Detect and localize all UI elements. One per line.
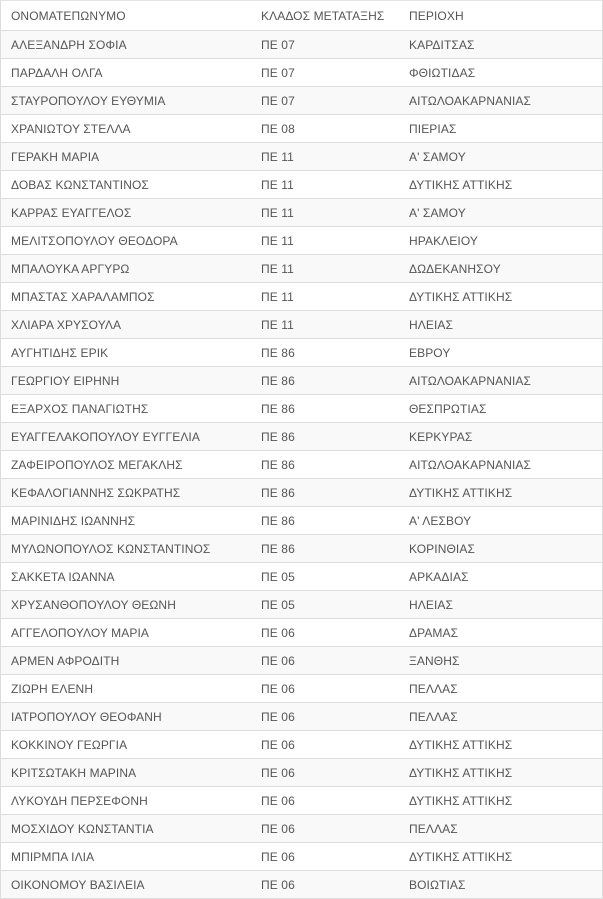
region-cell: ΠΙΕΡΙΑΣ (399, 115, 602, 143)
table-row (1, 563, 602, 591)
region-cell: ΔΥΤΙΚΗΣ ΑΤΤΙΚΗΣ (399, 731, 602, 759)
name-cell: ΟΙΚΟΝΟΜΟΥ ΒΑΣΙΛΕΙΑ (1, 871, 251, 899)
table-row (1, 227, 602, 255)
name-cell: ΖΙΩΡΗ ΕΛΕΝΗ (1, 675, 251, 703)
table-row (1, 843, 602, 871)
table-row (1, 311, 602, 339)
table-row (1, 451, 602, 479)
name-cell: ΣΑΚΚΕΤΑ ΙΩΑΝΝΑ (1, 563, 251, 591)
name-cell: ΚΡΙΤΣΩΤΑΚΗ ΜΑΡΙΝΑ (1, 759, 251, 787)
region-cell: ΔΥΤΙΚΗΣ ΑΤΤΙΚΗΣ (399, 479, 602, 507)
region-cell: ΚΟΡΙΝΘΙΑΣ (399, 535, 602, 563)
region-cell: ΒΟΙΩΤΙΑΣ (399, 871, 602, 899)
name-cell: ΜΟΣΧΙΔΟΥ ΚΩΝΣΤΑΝΤΙΑ (1, 815, 251, 843)
branch-cell: ΠΕ 86 (251, 507, 399, 535)
region-cell: ΔΩΔΕΚΑΝΗΣΟΥ (399, 255, 602, 283)
branch-cell: ΠΕ 06 (251, 647, 399, 675)
name-cell: ΙΑΤΡΟΠΟΥΛΟΥ ΘΕΟΦΑΝΗ (1, 703, 251, 731)
table-header-row (1, 1, 602, 31)
branch-cell: ΠΕ 06 (251, 675, 399, 703)
name-cell: ΜΥΛΩΝΟΠΟΥΛΟΣ ΚΩΝΣΤΑΝΤΙΝΟΣ (1, 535, 251, 563)
name-cell: ΑΛΕΞΑΝΔΡΗ ΣΟΦΙΑ (1, 31, 251, 59)
branch-cell: ΠΕ 06 (251, 703, 399, 731)
transfer-table-body (1, 1, 602, 899)
table-row (1, 815, 602, 843)
branch-cell: ΠΕ 08 (251, 115, 399, 143)
region-cell: Α' ΣΑΜΟΥ (399, 143, 602, 171)
table-row (1, 675, 602, 703)
region-cell: ΞΑΝΘΗΣ (399, 647, 602, 675)
branch-cell: ΠΕ 11 (251, 171, 399, 199)
region-cell: ΑΙΤΩΛΟΑΚΑΡΝΑΝΙΑΣ (399, 451, 602, 479)
table-row (1, 395, 602, 423)
branch-cell: ΠΕ 05 (251, 563, 399, 591)
branch-cell: ΠΕ 06 (251, 843, 399, 871)
branch-cell: ΠΕ 06 (251, 815, 399, 843)
name-cell: ΚΕΦΑΛΟΓΙΑΝΝΗΣ ΣΩΚΡΑΤΗΣ (1, 479, 251, 507)
branch-cell: ΠΕ 86 (251, 535, 399, 563)
region-cell: ΘΕΣΠΡΩΤΙΑΣ (399, 395, 602, 423)
name-cell: ΕΞΑΡΧΟΣ ΠΑΝΑΓΙΩΤΗΣ (1, 395, 251, 423)
name-cell: ΓΕΡΑΚΗ ΜΑΡΙΑ (1, 143, 251, 171)
branch-cell: ΠΕ 11 (251, 255, 399, 283)
table-row (1, 787, 602, 815)
region-cell: ΚΑΡΔΙΤΣΑΣ (399, 31, 602, 59)
branch-cell: ΠΕ 11 (251, 283, 399, 311)
name-cell: ΜΠΑΣΤΑΣ ΧΑΡΑΛΑΜΠΟΣ (1, 283, 251, 311)
name-cell: ΑΡΜΕΝ ΑΦΡΟΔΙΤΗ (1, 647, 251, 675)
region-cell: ΗΛΕΙΑΣ (399, 311, 602, 339)
name-cell: ΜΑΡΙΝΙΔΗΣ ΙΩΑΝΝΗΣ (1, 507, 251, 535)
branch-cell: ΠΕ 86 (251, 451, 399, 479)
region-cell: ΔΥΤΙΚΗΣ ΑΤΤΙΚΗΣ (399, 787, 602, 815)
region-cell: ΑΙΤΩΛΟΑΚΑΡΝΑΝΙΑΣ (399, 87, 602, 115)
name-cell: ΣΤΑΥΡΟΠΟΥΛΟΥ ΕΥΘΥΜΙΑ (1, 87, 251, 115)
name-cell: ΧΛΙΑΡΑ ΧΡΥΣΟΥΛΑ (1, 311, 251, 339)
name-cell: ΖΑΦΕΙΡΟΠΟΥΛΟΣ ΜΕΓΑΚΛΗΣ (1, 451, 251, 479)
name-cell: ΜΠΙΡΜΠΑ ΙΛΙΑ (1, 843, 251, 871)
header-region: ΠΕΡΙΟΧΗ (399, 1, 602, 31)
table-row (1, 283, 602, 311)
region-cell: ΚΕΡΚΥΡΑΣ (399, 423, 602, 451)
name-cell: ΚΟΚΚΙΝΟΥ ΓΕΩΡΓΙΑ (1, 731, 251, 759)
table-row (1, 703, 602, 731)
name-cell: ΚΑΡΡΑΣ ΕΥΑΓΓΕΛΟΣ (1, 199, 251, 227)
name-cell: ΜΠΑΛΟΥΚΑ ΑΡΓΥΡΩ (1, 255, 251, 283)
branch-cell: ΠΕ 11 (251, 311, 399, 339)
branch-cell: ΠΕ 06 (251, 619, 399, 647)
region-cell: ΠΕΛΛΑΣ (399, 675, 602, 703)
region-cell: ΔΥΤΙΚΗΣ ΑΤΤΙΚΗΣ (399, 759, 602, 787)
region-cell: ΕΒΡΟΥ (399, 339, 602, 367)
table-row (1, 871, 602, 899)
table-row (1, 255, 602, 283)
region-cell: ΗΛΕΙΑΣ (399, 591, 602, 619)
table-row (1, 423, 602, 451)
branch-cell: ΠΕ 07 (251, 87, 399, 115)
branch-cell: ΠΕ 06 (251, 759, 399, 787)
branch-cell: ΠΕ 06 (251, 787, 399, 815)
region-cell: ΔΥΤΙΚΗΣ ΑΤΤΙΚΗΣ (399, 283, 602, 311)
name-cell: ΛΥΚΟΥΔΗ ΠΕΡΣΕΦΟΝΗ (1, 787, 251, 815)
table-row (1, 479, 602, 507)
branch-cell: ΠΕ 86 (251, 479, 399, 507)
table-row (1, 507, 602, 535)
name-cell: ΠΑΡΔΑΛΗ ΟΛΓΑ (1, 59, 251, 87)
region-cell: ΑΙΤΩΛΟΑΚΑΡΝΑΝΙΑΣ (399, 367, 602, 395)
region-cell: ΗΡΑΚΛΕΙΟΥ (399, 227, 602, 255)
region-cell: ΠΕΛΛΑΣ (399, 703, 602, 731)
branch-cell: ΠΕ 11 (251, 227, 399, 255)
name-cell: ΓΕΩΡΓΙΟΥ ΕΙΡΗΝΗ (1, 367, 251, 395)
table-row (1, 199, 602, 227)
table-row (1, 367, 602, 395)
table-row (1, 619, 602, 647)
table-row (1, 647, 602, 675)
branch-cell: ΠΕ 05 (251, 591, 399, 619)
branch-cell: ΠΕ 86 (251, 367, 399, 395)
name-cell: ΜΕΛΙΤΣΟΠΟΥΛΟΥ ΘΕΟΔΟΡΑ (1, 227, 251, 255)
name-cell: ΧΡΥΣΑΝΘΟΠΟΥΛΟΥ ΘΕΩΝΗ (1, 591, 251, 619)
name-cell: ΕΥΑΓΓΕΛΑΚΟΠΟΥΛΟΥ ΕΥΓΓΕΛΙΑ (1, 423, 251, 451)
table-row (1, 115, 602, 143)
table-row (1, 731, 602, 759)
region-cell: ΔΥΤΙΚΗΣ ΑΤΤΙΚΗΣ (399, 843, 602, 871)
branch-cell: ΠΕ 86 (251, 395, 399, 423)
branch-cell: ΠΕ 11 (251, 199, 399, 227)
table-row (1, 591, 602, 619)
region-cell: ΠΕΛΛΑΣ (399, 815, 602, 843)
region-cell: Α' ΣΑΜΟΥ (399, 199, 602, 227)
table-row (1, 339, 602, 367)
region-cell: ΔΡΑΜΑΣ (399, 619, 602, 647)
region-cell: Α' ΛΕΣΒΟΥ (399, 507, 602, 535)
table-row (1, 143, 602, 171)
table-row (1, 535, 602, 563)
region-cell: ΔΥΤΙΚΗΣ ΑΤΤΙΚΗΣ (399, 171, 602, 199)
header-name: ΟΝΟΜΑΤΕΠΩΝΥΜΟ (1, 1, 251, 31)
branch-cell: ΠΕ 06 (251, 871, 399, 899)
name-cell: ΔΟΒΑΣ ΚΩΝΣΤΑΝΤΙΝΟΣ (1, 171, 251, 199)
name-cell: ΑΥΓΗΤΙΔΗΣ ΕΡΙΚ (1, 339, 251, 367)
transfer-table (1, 0, 602, 899)
table-row (1, 59, 602, 87)
branch-cell: ΠΕ 86 (251, 423, 399, 451)
branch-cell: ΠΕ 07 (251, 31, 399, 59)
name-cell: ΧΡΑΝΙΩΤΟΥ ΣΤΕΛΛΑ (1, 115, 251, 143)
branch-cell: ΠΕ 86 (251, 339, 399, 367)
table-row (1, 171, 602, 199)
region-cell: ΑΡΚΑΔΙΑΣ (399, 563, 602, 591)
name-cell: ΑΓΓΕΛΟΠΟΥΛΟΥ ΜΑΡΙΑ (1, 619, 251, 647)
table-row (1, 31, 602, 59)
table-row (1, 759, 602, 787)
branch-cell: ΠΕ 11 (251, 143, 399, 171)
header-branch: ΚΛΑΔΟΣ ΜΕΤΑΤΑΞΗΣ (251, 1, 399, 31)
region-cell: ΦΘΙΩΤΙΔΑΣ (399, 59, 602, 87)
branch-cell: ΠΕ 06 (251, 731, 399, 759)
branch-cell: ΠΕ 07 (251, 59, 399, 87)
table-row (1, 87, 602, 115)
